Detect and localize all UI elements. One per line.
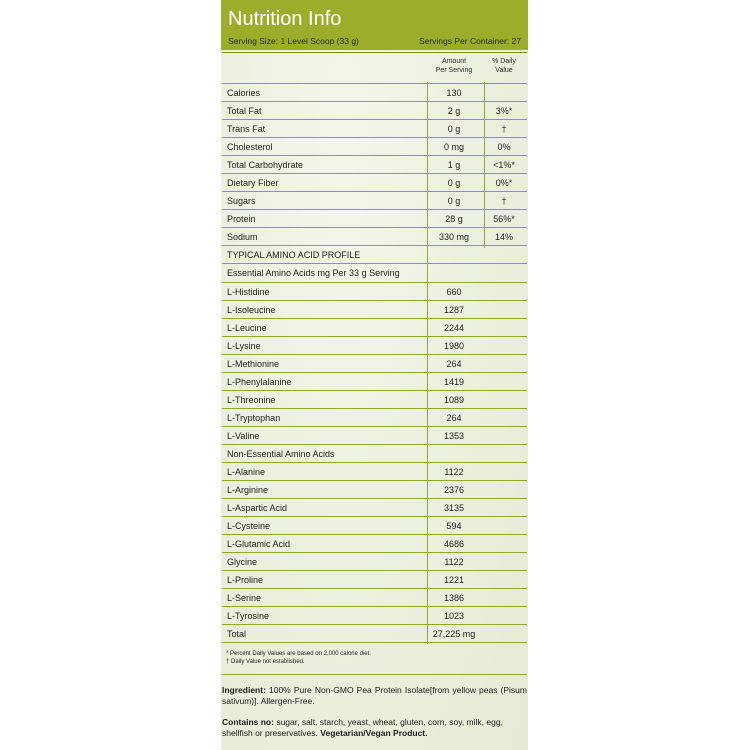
footnote-dagger: † Daily Value not established. xyxy=(226,659,305,665)
row-daily-value: 0%* xyxy=(495,178,513,189)
row-amount: 4686 xyxy=(443,539,465,550)
row-daily-value: 3%* xyxy=(495,106,513,117)
table-row xyxy=(222,210,527,228)
row-label: Dietary Fiber xyxy=(227,178,279,189)
row-amount: 28 g xyxy=(445,214,463,225)
vegan-note: Vegetarian/Vegan Product. xyxy=(320,728,428,738)
dv-header-line2: Value xyxy=(495,67,513,74)
table-row xyxy=(222,409,527,427)
serving-size: Serving Size: 1 Level Scoop (33 g) xyxy=(228,36,359,46)
row-amount: 3135 xyxy=(443,503,465,514)
column-divider-amount xyxy=(427,82,428,644)
row-amount: 2 g xyxy=(447,106,461,117)
row-amount: 1 g xyxy=(447,160,461,171)
table-row xyxy=(222,102,527,120)
contains-label: Contains no: xyxy=(222,717,274,727)
row-label: TYPICAL AMINO ACID PROFILE xyxy=(227,250,361,261)
table-row xyxy=(222,246,527,264)
row-amount: 0 mg xyxy=(443,142,464,153)
row-label: L-Glutamic Acid xyxy=(227,539,291,550)
table-row xyxy=(222,301,527,319)
row-amount: 0 g xyxy=(447,124,461,135)
table-row xyxy=(222,535,527,553)
row-label: L-Aspartic Acid xyxy=(227,503,288,514)
daily-value-column-header xyxy=(484,57,524,75)
table-row xyxy=(222,355,527,373)
row-daily-value: † xyxy=(501,124,507,135)
row-label: Total xyxy=(227,629,247,640)
table-row xyxy=(222,625,527,643)
nutrition-rows xyxy=(222,84,527,643)
contains-text xyxy=(222,717,527,739)
table-row xyxy=(222,174,527,192)
table-row xyxy=(222,337,527,355)
row-amount: 1122 xyxy=(444,557,464,568)
row-label: Protein xyxy=(227,214,256,225)
table-row xyxy=(222,138,527,156)
table-row xyxy=(222,481,527,499)
row-label: Total Carbohydrate xyxy=(227,160,304,171)
table-row xyxy=(222,391,527,409)
nutrition-header xyxy=(221,0,528,50)
column-divider-dv xyxy=(484,82,485,248)
row-label: L-Threonine xyxy=(227,394,276,405)
row-amount: 1353 xyxy=(443,430,465,441)
row-label: L-Methionine xyxy=(227,358,280,369)
table-row xyxy=(222,445,527,463)
row-label: L-Arginine xyxy=(227,485,269,496)
table-row xyxy=(222,319,527,337)
row-daily-value: † xyxy=(501,196,507,207)
row-amount: 1122 xyxy=(444,466,464,477)
row-amount: 660 xyxy=(446,286,462,297)
table-row xyxy=(222,120,527,138)
row-label: Total Fat xyxy=(227,106,262,117)
row-label: L-Alanine xyxy=(227,466,266,477)
table-row xyxy=(222,84,527,102)
table-row xyxy=(222,607,527,625)
row-label: L-Tyrosine xyxy=(227,611,270,622)
row-amount: 264 xyxy=(446,412,462,423)
row-daily-value: 56%* xyxy=(493,214,515,225)
row-amount: 1419 xyxy=(443,376,465,387)
row-label: L-Cysteine xyxy=(227,521,271,532)
row-amount: 1221 xyxy=(443,575,465,586)
row-label: L-Lysine xyxy=(227,340,261,351)
row-label: Sodium xyxy=(227,232,258,243)
table-row xyxy=(222,517,527,535)
row-amount: 594 xyxy=(446,521,462,532)
table-row xyxy=(222,427,527,445)
contains-body: sugar, salt, starch, yeast, wheat, gluten, corn, soy, milk, egg, shellfish or preservatives. xyxy=(222,717,503,738)
row-label: L-Valine xyxy=(227,430,260,441)
table-row xyxy=(222,192,527,210)
column-header-row xyxy=(222,53,527,84)
table-row xyxy=(222,264,527,282)
table-row xyxy=(222,571,527,589)
table-row xyxy=(222,228,527,246)
row-label: Trans Fat xyxy=(227,124,266,135)
dv-header-line1: % Daily xyxy=(492,58,516,65)
row-label: Essential Amino Acids mg Per 33 g Serving xyxy=(227,268,400,279)
table-row xyxy=(222,283,527,301)
row-amount: 130 xyxy=(446,88,462,98)
row-amount: 1980 xyxy=(443,340,465,351)
row-amount: 1089 xyxy=(443,394,465,405)
amount-header-line1: Amount xyxy=(441,58,467,65)
nutrition-table xyxy=(222,52,527,643)
row-label: L-Isoleucine xyxy=(227,304,276,315)
row-label: Non-Essential Amino Acids xyxy=(227,448,335,459)
row-amount: 27,225 mg xyxy=(432,629,476,640)
row-label: Sugars xyxy=(227,196,256,207)
row-amount: 264 xyxy=(446,358,462,369)
row-amount: 2376 xyxy=(443,485,465,496)
row-label: Cholesterol xyxy=(227,142,273,153)
row-label: L-Serine xyxy=(227,593,262,604)
row-amount: 1386 xyxy=(443,593,465,604)
row-amount: 0 g xyxy=(447,178,461,189)
row-amount: 1287 xyxy=(443,304,465,315)
table-row xyxy=(222,463,527,481)
row-label: L-Leucine xyxy=(227,322,267,333)
row-label: L-Histidine xyxy=(227,286,270,297)
page-title: Nutrition Info xyxy=(228,8,342,30)
table-row xyxy=(222,156,527,174)
servings-per-container: Servings Per Container: 27 xyxy=(418,36,521,46)
row-amount: 330 mg xyxy=(438,232,470,243)
amount-column-header xyxy=(427,57,481,75)
table-row xyxy=(222,553,527,571)
table-row xyxy=(222,373,527,391)
row-amount: 0 g xyxy=(447,196,461,207)
amount-header-line2: Per Serving xyxy=(435,67,473,74)
table-row xyxy=(222,589,527,607)
row-label: L-Proline xyxy=(227,575,264,586)
row-daily-value: <1%* xyxy=(493,160,515,171)
ingredients-body: 100% Pure Non-GMO Pea Protein Isolate[from yellow peas (Pisum sativum)]. Allergen-Free. xyxy=(222,685,527,706)
row-label: Glycine xyxy=(227,557,258,568)
footnote-dv: * Percent Daily Values are based on 2,000 calorie diet. xyxy=(226,651,371,657)
row-label: L-Phenylalanine xyxy=(227,376,292,387)
row-amount: 2244 xyxy=(443,322,465,333)
ingredients-label: Ingredient: xyxy=(222,685,266,695)
row-label: L-Tryptophan xyxy=(227,412,281,423)
footnotes xyxy=(226,650,371,666)
row-daily-value: 14% xyxy=(494,232,513,243)
table-row xyxy=(222,499,527,517)
ingredients-text xyxy=(222,685,527,707)
row-daily-value: 0% xyxy=(497,142,511,153)
row-amount: 1023 xyxy=(443,611,465,622)
row-label: Calories xyxy=(227,88,261,98)
